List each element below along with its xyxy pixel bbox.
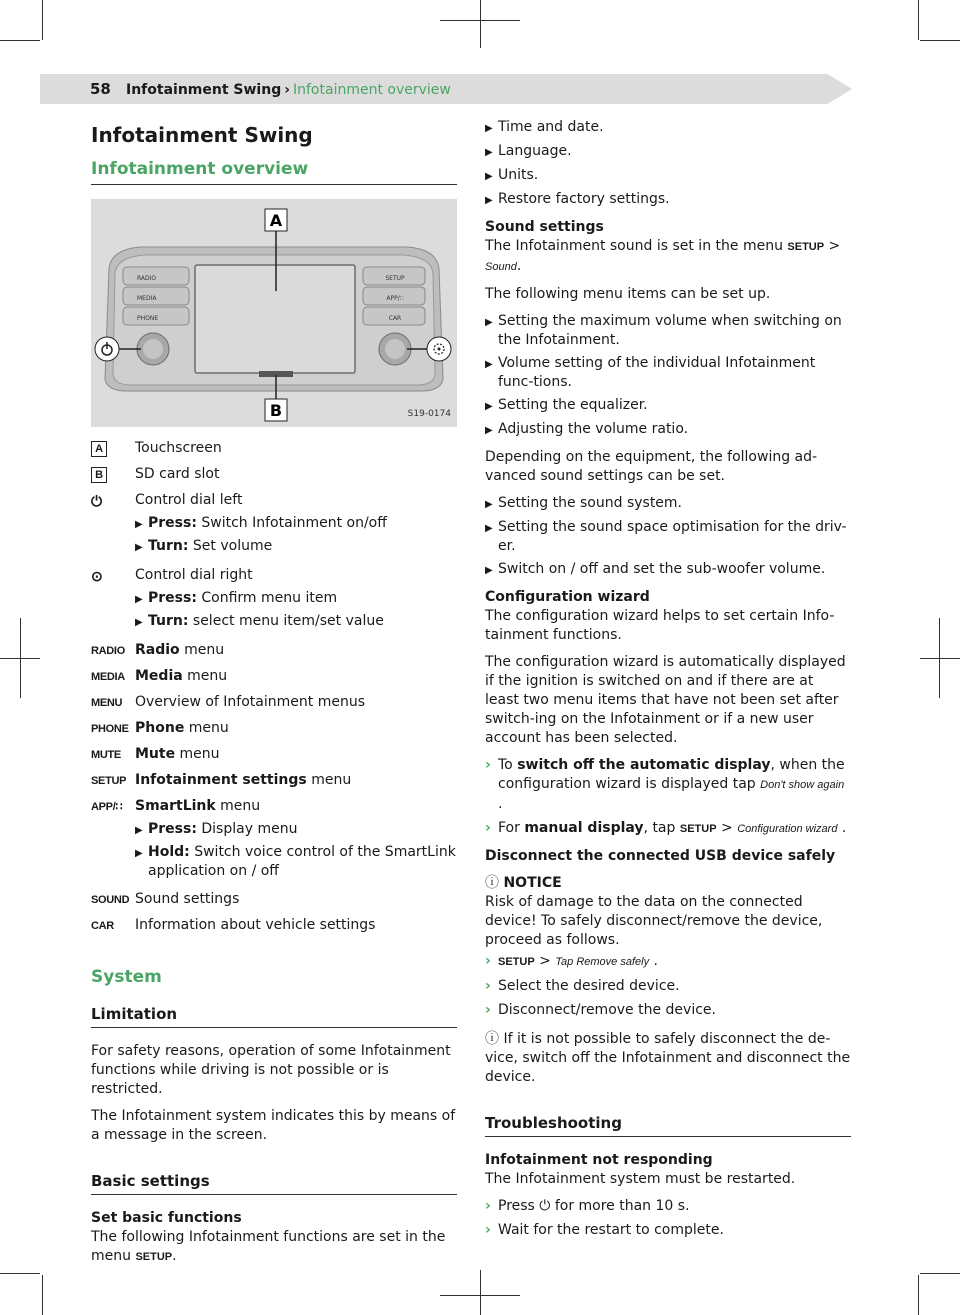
breadcrumb-separator: ›	[284, 82, 290, 98]
restart-step: › Press ⏻ for more than 10 s.	[485, 1198, 690, 1214]
setup-key: SETUP	[91, 775, 127, 787]
app-button[interactable]: APP/∷	[386, 295, 404, 302]
sub-text: Display menu	[196, 821, 298, 837]
notice-icon: ⓘ	[485, 875, 499, 891]
legend-bold: Mute	[135, 746, 176, 762]
radio-key: RADIO	[91, 645, 125, 657]
legend	[91, 439, 457, 936]
crop-mark	[939, 618, 940, 698]
legend-text: menu	[179, 642, 225, 658]
phone-key: PHONE	[91, 723, 129, 735]
legend-key: B	[91, 467, 107, 483]
info-icon: ⓘ	[485, 1031, 499, 1047]
bullet-arrow-icon: ▶	[135, 848, 143, 859]
basic-settings-title: Basic settings	[91, 1171, 457, 1195]
set-basic-text: The following Infotainment functions are set in the menu SETUP.	[91, 1229, 446, 1264]
legend-bold: Radio	[135, 642, 180, 658]
list-item: ▶ Time and date.	[485, 118, 851, 138]
crop-mark	[0, 40, 40, 41]
troubleshooting-title: Troubleshooting	[485, 1113, 851, 1137]
menu-key: MENU	[91, 697, 123, 709]
list-item: ▶ Volume setting of the individual Infotainment func-tions.	[485, 355, 816, 390]
legend-text: menu	[306, 772, 352, 788]
legend-item	[91, 745, 457, 765]
bullet-arrow-icon: ▶	[135, 519, 143, 530]
list-item: ▶ Setting the sound space optimisation for the driv-er.	[485, 519, 847, 554]
legend-text: Sound settings	[135, 891, 240, 907]
list-item: ▶ Units.	[485, 166, 851, 186]
bullet-arrow-icon: ▶	[485, 359, 493, 370]
page-title: Infotainment Swing	[91, 123, 313, 147]
sub-text: Switch Infotainment on/off	[196, 515, 387, 531]
legend-item	[91, 667, 457, 687]
car-key: CAR	[91, 920, 114, 932]
list-item: ▶ Setting the equalizer.	[485, 396, 851, 416]
power-icon: ⏻	[91, 493, 102, 509]
bullet-arrow-icon: ▶	[485, 523, 493, 534]
sound-items-list	[485, 312, 851, 440]
crop-mark	[918, 0, 919, 40]
crop-mark	[440, 1295, 520, 1296]
breadcrumb-section[interactable]: Infotainment overview	[293, 82, 451, 98]
radio-button[interactable]: RADIO	[137, 275, 157, 282]
wizard-title: Configuration wizard	[485, 589, 650, 605]
notice-header	[485, 874, 851, 893]
legend-key: A	[91, 441, 107, 457]
legend-item	[91, 771, 457, 791]
legend-item	[91, 693, 457, 713]
power-icon: ⏻	[539, 1198, 551, 1214]
crop-mark	[440, 20, 520, 21]
figure-code: S19-0174	[407, 409, 451, 419]
not-responding-title: Infotainment not responding	[485, 1152, 713, 1168]
crop-mark	[0, 1273, 40, 1274]
page-number: 58	[90, 80, 111, 98]
legend-text: menu	[215, 798, 261, 814]
mute-key: MUTE	[91, 749, 121, 761]
callout-a: A	[269, 211, 283, 230]
legend-text: Overview of Infotainment menus	[135, 694, 365, 710]
chevron-right-icon: ›	[485, 1198, 491, 1214]
legend-item	[91, 719, 457, 739]
limitation-paragraph: For safety reasons, operation of some Infotainment functions while driving is not possible or is restricted.	[91, 1043, 451, 1097]
bullet-arrow-icon: ▶	[485, 123, 493, 134]
legend-item	[91, 566, 457, 635]
wizard-text: The configuration wizard helps to set certain Info-tainment functions.	[485, 608, 835, 643]
car-button[interactable]: CAR	[388, 315, 402, 322]
advanced-items-list	[485, 494, 851, 580]
legend-text: Touchscreen	[135, 440, 222, 456]
crop-mark	[20, 618, 21, 698]
legend-bold: SmartLink	[135, 798, 216, 814]
bullet-arrow-icon: ▶	[485, 401, 493, 412]
sound-settings-title: Sound settings	[485, 219, 604, 235]
legend-bold: Media	[135, 668, 183, 684]
chevron-right-icon: ›	[485, 978, 491, 994]
bullet-arrow-icon: ▶	[485, 565, 493, 576]
crop-mark	[480, 1270, 481, 1315]
wizard-step: › For manual display, tap SETUP > Configuration wizard .	[485, 819, 851, 839]
right-column	[485, 118, 851, 1243]
usb-step: › Disconnect/remove the device.	[485, 1002, 716, 1018]
bullet-arrow-icon: ▶	[135, 542, 143, 553]
bullet-arrow-icon: ▶	[485, 317, 493, 328]
crop-mark	[42, 0, 43, 40]
sub-text: Switch voice control of the SmartLink application on / off	[148, 844, 456, 879]
left-column	[91, 118, 457, 1267]
callout-b: B	[269, 401, 283, 420]
legend-item	[91, 890, 457, 910]
legend-item	[91, 439, 457, 459]
breadcrumb-chapter[interactable]: Infotainment Swing	[126, 82, 282, 98]
section-title: Infotainment overview	[91, 158, 457, 185]
restart-step: › Wait for the restart to complete.	[485, 1222, 724, 1238]
bullet-arrow-icon: ▶	[485, 499, 493, 510]
chevron-right-icon: ›	[485, 757, 491, 773]
infotainment-figure	[91, 199, 457, 427]
phone-button[interactable]: PHONE	[137, 315, 159, 322]
notice-text: Risk of damage to the data on the connected device! To safely disconnect/remove the device, proceed as follows.	[485, 894, 823, 948]
infotainment-unit-illustration	[91, 199, 457, 427]
legend-item	[91, 641, 457, 661]
setup-button[interactable]: SETUP	[385, 275, 405, 282]
media-button[interactable]: MEDIA	[137, 295, 157, 302]
breadcrumb	[126, 81, 451, 100]
sub-label: Turn:	[148, 538, 189, 554]
dial-icon: ⊙	[91, 568, 103, 584]
sub-label: Press:	[148, 590, 197, 606]
wizard-step: › To switch off the automatic display, when the configuration wizard is displayed tap Don't show again .	[485, 757, 845, 812]
crop-mark	[918, 1275, 919, 1315]
bullet-arrow-icon: ▶	[485, 147, 493, 158]
legend-item	[91, 797, 457, 884]
legend-item	[91, 491, 457, 560]
limitation-paragraph: The Infotainment system indicates this by means of a message in the screen.	[91, 1108, 456, 1143]
legend-item	[91, 465, 457, 485]
legend-bold: Infotainment settings	[135, 772, 307, 788]
wizard-paragraph: The configuration wizard is automatically displayed if the ignition is switched on and if there are at least two menu items that have not been set after switch-ing on the Infotainment or if a new user account has been selected.	[485, 654, 846, 746]
usb-title: Disconnect the connected USB device safely	[485, 848, 836, 864]
crop-mark	[920, 40, 960, 41]
crop-mark	[920, 658, 960, 659]
list-item: ▶ Switch on / off and set the sub-woofer volume.	[485, 560, 851, 580]
sub-text: select menu item/set value	[188, 613, 384, 629]
legend-text: Control dial right	[135, 567, 253, 583]
chevron-right-icon: ›	[485, 820, 491, 836]
bullet-arrow-icon: ▶	[485, 171, 493, 182]
notice-label: NOTICE	[503, 875, 562, 891]
advanced-intro: Depending on the equipment, the following ad-vanced sound settings can be set.	[485, 449, 818, 484]
legend-text: menu	[184, 720, 229, 736]
list-item: ▶ Setting the maximum volume when switching on the Infotainment.	[485, 313, 842, 348]
legend-bold: Phone	[135, 720, 185, 736]
crop-mark	[42, 1275, 43, 1315]
usb-step: › Select the desired device.	[485, 978, 680, 994]
app-key: APP/∷	[91, 801, 123, 813]
sub-label: Press:	[148, 821, 197, 837]
sub-text: Set volume	[188, 538, 273, 554]
system-title: System	[91, 967, 162, 987]
basic-items-list	[485, 118, 851, 210]
chevron-right-icon: ›	[485, 1222, 491, 1238]
list-item: ▶ Language.	[485, 142, 851, 162]
bullet-arrow-icon: ▶	[485, 425, 493, 436]
chevron-right-icon: ›	[485, 953, 491, 969]
legend-text: Control dial left	[135, 492, 243, 508]
bullet-arrow-icon: ▶	[485, 195, 493, 206]
list-item: ▶ Restore factory settings.	[485, 190, 851, 210]
crop-mark	[480, 0, 481, 48]
sub-label: Press:	[148, 515, 197, 531]
sub-label: Turn:	[148, 613, 189, 629]
legend-text: SD card slot	[135, 466, 220, 482]
dont-show-again-button: Don't show again	[760, 779, 845, 791]
legend-item	[91, 916, 457, 936]
bullet-arrow-icon: ▶	[135, 617, 143, 628]
sub-label: Hold:	[148, 844, 190, 860]
chevron-right-icon: ›	[485, 1002, 491, 1018]
bullet-arrow-icon: ▶	[135, 594, 143, 605]
usb-step: › SETUP > Tap Remove safely .	[485, 952, 851, 972]
sound-settings-text: The Infotainment sound is set in the menu SETUP > Sound.	[485, 238, 841, 274]
list-item: ▶ Adjusting the volume ratio.	[485, 420, 851, 440]
legend-text: menu	[175, 746, 220, 762]
list-item: ▶ Setting the sound system.	[485, 494, 851, 514]
setup-button-ref: SETUP	[135, 1251, 173, 1263]
legend-text: menu	[182, 668, 228, 684]
crop-mark	[920, 1273, 960, 1274]
bullet-arrow-icon: ▶	[135, 825, 143, 836]
sub-text: Confirm menu item	[196, 590, 338, 606]
sound-intro: The following menu items can be set up.	[485, 286, 771, 302]
info-note: ⓘ If it is not possible to safely disconnect the de-vice, switch off the Infotainment and disconnect the device.	[485, 1031, 851, 1085]
legend-text: Information about vehicle settings	[135, 917, 376, 933]
not-responding-text: The Infotainment system must be restarted.	[485, 1171, 796, 1187]
sound-key: SOUND	[91, 894, 130, 906]
limitation-title: Limitation	[91, 1004, 457, 1028]
set-basic-title: Set basic functions	[91, 1210, 242, 1226]
media-key: MEDIA	[91, 671, 125, 683]
